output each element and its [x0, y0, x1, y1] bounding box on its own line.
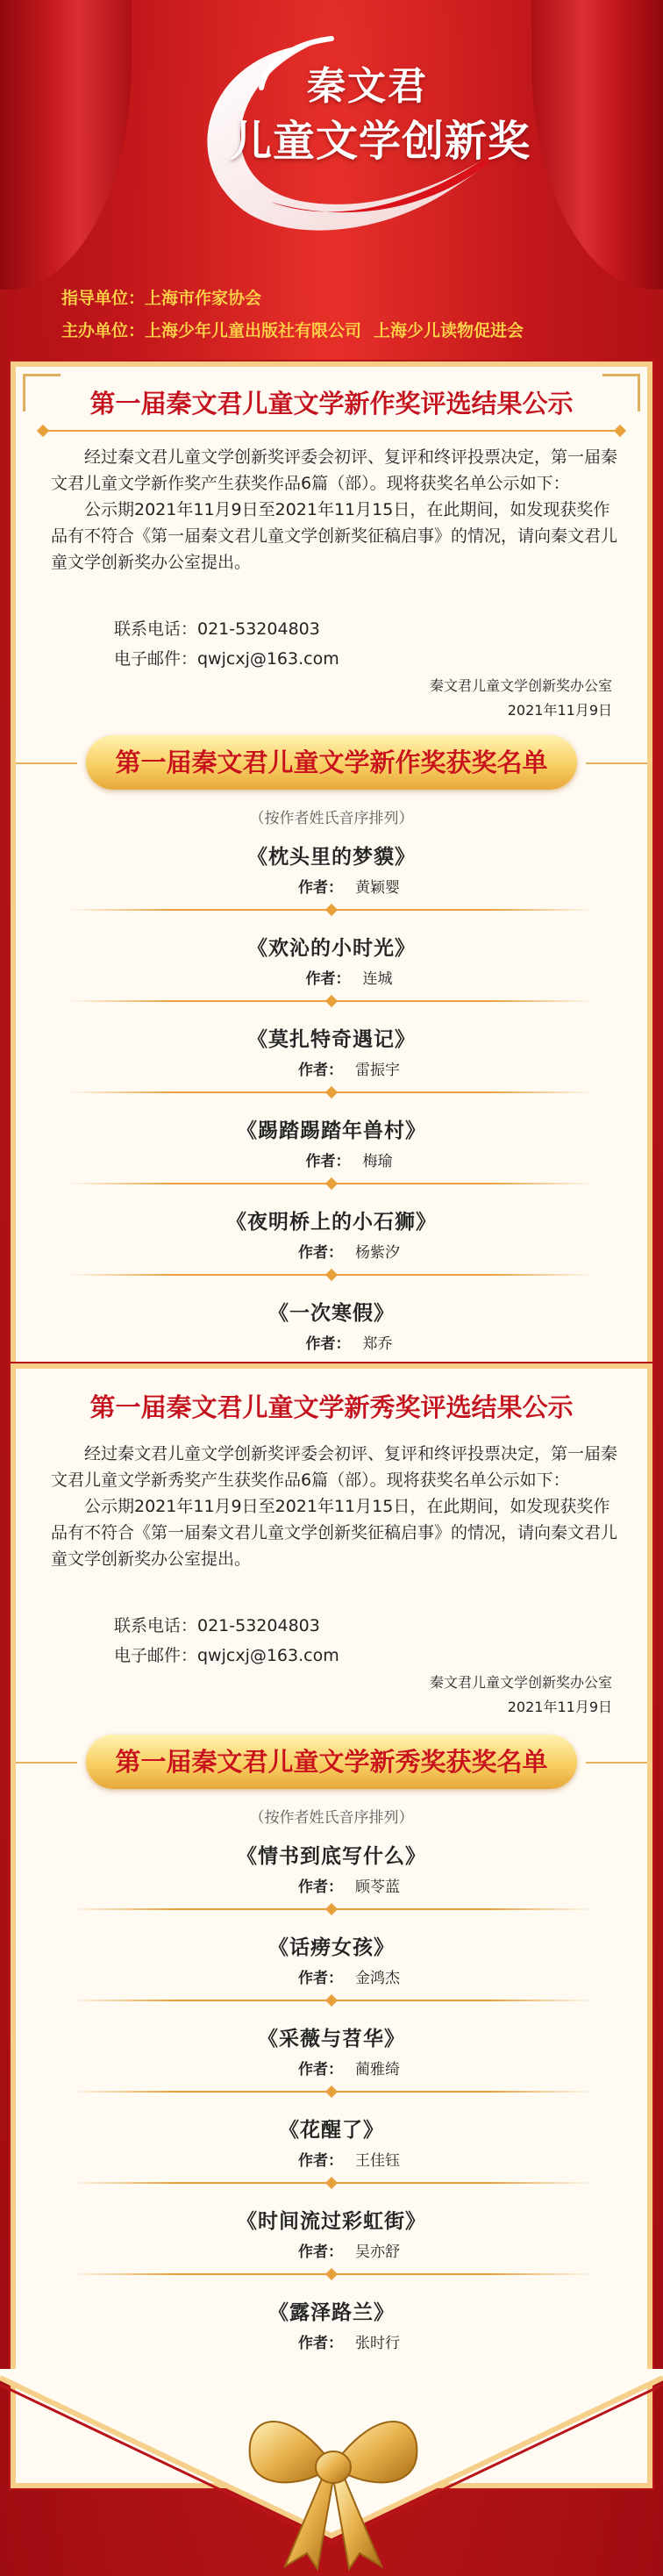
host-unit-org2: 上海少儿读物促进会 [374, 321, 524, 340]
section1-order-note: （按作者姓氏音序排列） [249, 810, 414, 827]
winner-entry [16, 841, 647, 897]
banner-line-right [586, 762, 647, 764]
author-name: 张时行 [355, 2335, 400, 2352]
winner-entry [16, 932, 647, 988]
entry-divider [68, 1091, 595, 1093]
author-name: 金鸿杰 [355, 1970, 400, 1987]
section2-para1: 经过秦文君儿童文学创新奖评委会初评、复评和终评投票决定，第一届秦文君儿童文学新秀奖产生获奖作品6篇（部）。现将获奖名单公示如下： [51, 1444, 618, 1490]
author-label: 作者： [298, 1970, 343, 1987]
winner-entry [16, 1931, 647, 1987]
banner-line-left [16, 762, 77, 764]
work-title: 《露泽路兰》 [268, 2301, 395, 2324]
host-unit-row [61, 315, 536, 347]
work-author [16, 1965, 647, 1987]
author-label: 作者： [298, 879, 343, 897]
work-title: 《踢踏踢踏年兽村》 [237, 1119, 426, 1142]
work-title: 《一次寒假》 [268, 1301, 395, 1325]
section1-body [51, 444, 621, 576]
section1-title: 第一届秦文君儿童文学新作奖评选结果公示 [89, 389, 574, 419]
author-label: 作者： [298, 1244, 343, 1262]
work-title: 《欢沁的小时光》 [247, 936, 416, 960]
banner-line-right [586, 1762, 647, 1764]
section1-email: 电子邮件：qwjcxj@163.com [114, 649, 339, 669]
section1-para2: 公示期2021年11月9日至2021年11月15日，在此期间，如发现获奖作品有不符合《第一届秦文君儿童文学创新奖征稿启事》的情况，请向秦文君儿童文学创新奖办公室提出。 [51, 500, 618, 572]
sponsors-block [61, 283, 536, 347]
section2-signature [430, 1671, 612, 1720]
section1-title-rule [42, 430, 621, 432]
entry-divider [68, 1908, 595, 1910]
winner-entry [16, 1023, 647, 1079]
winner-entry [16, 2205, 647, 2261]
author-label: 作者： [305, 1335, 351, 1353]
work-title: 《花醒了》 [279, 2118, 384, 2142]
winner-entry [16, 1206, 647, 1262]
section1-phone: 联系电话：021-53204803 [114, 619, 320, 639]
section2-phone: 联系电话：021-53204803 [114, 1616, 320, 1635]
work-author [16, 2148, 647, 2170]
author-name: 王佳钰 [355, 2152, 400, 2170]
author-label: 作者： [298, 1878, 343, 1896]
winner-entry [16, 1840, 647, 1896]
gold-bow-icon [237, 2369, 430, 2571]
work-author [16, 1874, 647, 1896]
work-author [16, 1148, 647, 1170]
section1-signature [430, 674, 612, 723]
banner-line-left [16, 1762, 77, 1764]
section1-winners-banner: 第一届秦文君儿童文学新作奖获奖名单 [86, 735, 577, 790]
author-name: 顾苓蓝 [355, 1878, 400, 1896]
newcomer-award-card [16, 1369, 647, 2483]
host-unit-label: 主办单位： [61, 321, 146, 340]
author-label: 作者： [298, 1062, 343, 1079]
section1-sign-date: 2021年11月9日 [507, 702, 612, 719]
guide-unit-label: 指导单位： [61, 289, 146, 308]
work-title: 《话痨女孩》 [268, 1936, 395, 1959]
right-curtain-decoration [531, 0, 663, 290]
entry-divider [68, 1274, 595, 1276]
author-name: 杨紫汐 [355, 1244, 400, 1262]
work-author [16, 2239, 647, 2261]
author-label: 作者： [298, 2061, 343, 2079]
entry-divider [68, 909, 595, 911]
author-label: 作者： [305, 1153, 351, 1170]
work-author [16, 1057, 647, 1079]
author-name: 连城 [362, 970, 393, 988]
work-title: 《夜明桥上的小石狮》 [226, 1210, 437, 1234]
section2-contact [114, 1611, 339, 1671]
work-title: 《枕头里的梦貘》 [247, 845, 416, 869]
guide-unit-org: 上海市作家协会 [145, 289, 262, 308]
section2-title: 第一届秦文君儿童文学新秀奖评选结果公示 [89, 1392, 574, 1422]
author-name: 雷振宇 [355, 1062, 400, 1079]
entry-divider [68, 2091, 595, 2093]
entry-divider [68, 2273, 595, 2275]
section2-body [51, 1441, 621, 1572]
author-label: 作者： [305, 970, 351, 988]
host-unit-org1: 上海少年儿童出版社有限公司 [145, 321, 362, 340]
work-title: 《情书到底写什么》 [237, 1844, 426, 1868]
author-name: 梅瑜 [362, 1153, 393, 1170]
author-name: 郑乔 [362, 1335, 393, 1353]
author-name: 黄颖婴 [355, 879, 400, 897]
work-author [16, 1240, 647, 1262]
section2-order-note: （按作者姓氏音序排列） [249, 1809, 414, 1827]
author-label: 作者： [298, 2243, 343, 2261]
author-label: 作者： [298, 2335, 343, 2352]
entry-divider [68, 2000, 595, 2001]
work-author [16, 2330, 647, 2352]
winner-entry [16, 2296, 647, 2352]
work-author [16, 1331, 647, 1353]
section2-sign-org: 秦文君儿童文学创新奖办公室 [429, 1674, 612, 1691]
winner-entry [16, 2114, 647, 2170]
author-name: 吴亦舒 [355, 2243, 400, 2261]
award-title-line2: 儿童文学创新奖 [230, 117, 531, 166]
guide-unit-row [61, 283, 536, 315]
work-title: 《时间流过彩虹街》 [237, 2209, 426, 2233]
award-title-line1: 秦文君 [307, 64, 428, 109]
section2-sign-date: 2021年11月9日 [507, 1699, 612, 1715]
work-author [16, 875, 647, 897]
section1-sign-org: 秦文君儿童文学创新奖办公室 [429, 677, 612, 694]
section2-email: 电子邮件：qwjcxj@163.com [114, 1646, 339, 1665]
work-title: 《莫扎特奇遇记》 [247, 1027, 416, 1051]
left-curtain-decoration [0, 0, 132, 290]
section1-para1: 经过秦文君儿童文学创新奖评委会初评、复评和终评投票决定，第一届秦文君儿童文学新作奖产生获奖作品6篇（部）。现将获奖名单公示如下： [51, 447, 618, 493]
work-title: 《采薇与苕华》 [258, 2027, 405, 2050]
entry-divider [68, 2182, 595, 2184]
section2-para2: 公示期2021年11月9日至2021年11月15日，在此期间，如发现获奖作品有不符合《第一届秦文君儿童文学创新奖征稿启事》的情况，请向秦文君儿童文学创新奖办公室提出。 [51, 1497, 618, 1569]
work-author [16, 2057, 647, 2079]
winner-entry [16, 1297, 647, 1353]
entry-divider [68, 1183, 595, 1184]
entry-divider [68, 1000, 595, 1002]
winner-entry [16, 1114, 647, 1170]
work-author [16, 966, 647, 988]
author-name: 蔺雅绮 [355, 2061, 400, 2079]
section1-contact [114, 614, 339, 674]
author-label: 作者： [298, 2152, 343, 2170]
winner-entry [16, 2022, 647, 2079]
new-work-award-card [16, 367, 647, 1363]
section2-winners-banner: 第一届秦文君儿童文学新秀奖获奖名单 [86, 1735, 577, 1789]
